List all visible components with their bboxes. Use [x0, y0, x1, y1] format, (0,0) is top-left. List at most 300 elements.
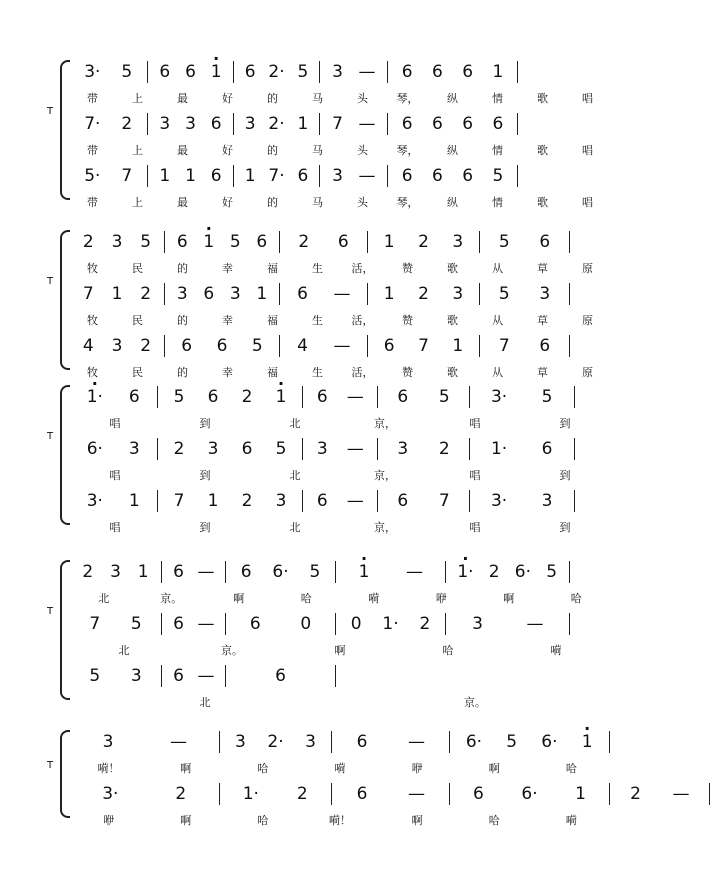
note: — — [170, 732, 187, 752]
note: 6 — [356, 784, 368, 804]
measure — [70, 665, 162, 687]
note: 2 — [82, 232, 94, 252]
lyric-syllable: 马 — [312, 196, 323, 209]
lyric-syllable: 幸 — [222, 366, 233, 379]
note: 6 — [539, 336, 551, 356]
note: — — [333, 336, 351, 356]
note: 3 — [185, 114, 196, 134]
staff — [70, 164, 610, 210]
measure — [368, 283, 480, 305]
note: 1· — [382, 614, 399, 634]
note: 6 — [275, 666, 286, 686]
lyric-syllable: 歌 — [537, 92, 548, 105]
lyric-syllable: 嗬！ — [97, 762, 120, 775]
lyrics-row — [70, 694, 610, 708]
note: 5 — [506, 732, 518, 752]
lyric-syllable: 歌 — [447, 262, 458, 275]
lyric-syllable: 北 — [98, 592, 110, 605]
note: 3 — [332, 166, 343, 186]
lyric-syllable: 活， — [351, 262, 374, 275]
note: 3 — [332, 62, 343, 82]
measure — [610, 783, 710, 805]
note: 2 — [140, 336, 152, 356]
measure — [280, 335, 368, 357]
lyric-syllable: 原 — [582, 262, 593, 275]
lyric-syllable: 哈 — [565, 762, 577, 775]
measure — [336, 613, 446, 635]
lyric-syllable: 唱 — [469, 469, 481, 482]
lyric-syllable: 哈 — [257, 762, 269, 775]
staff — [70, 612, 610, 658]
lyric-syllable: 嗬 — [550, 644, 562, 657]
measure — [70, 61, 148, 83]
note: 2· — [268, 114, 285, 134]
lyric-syllable: 民 — [132, 366, 143, 379]
note: 3 — [111, 232, 123, 252]
note: — — [358, 114, 376, 134]
lyric-syllable: 头 — [357, 196, 368, 209]
measure — [148, 165, 234, 187]
note: 2 — [241, 387, 253, 407]
measure — [165, 231, 280, 253]
note: 3 — [176, 284, 188, 304]
lyric-syllable: 啊 — [334, 644, 346, 657]
note: 6· — [86, 439, 103, 459]
system — [0, 230, 667, 386]
measure — [388, 113, 518, 135]
note: 6 — [541, 439, 553, 459]
note: — — [672, 784, 690, 804]
measure — [320, 61, 388, 83]
lyric-syllable: 啊 — [503, 592, 515, 605]
lyric-syllable: 哈 — [570, 592, 582, 605]
note: 6 — [316, 387, 328, 407]
note: 6 — [173, 614, 184, 634]
lyric-syllable: 赞 — [402, 314, 413, 327]
part-label: T — [47, 106, 54, 117]
measure — [70, 283, 165, 305]
note: 1 — [492, 62, 504, 82]
measure — [70, 386, 158, 408]
note: 2 — [82, 562, 94, 582]
measure — [70, 165, 148, 187]
note: 2 — [241, 491, 253, 511]
note: 6 — [244, 62, 256, 82]
note: — — [406, 562, 423, 582]
note: 6 — [431, 166, 443, 186]
notes-row — [70, 730, 610, 754]
note: 6 — [181, 336, 193, 356]
note: 6 — [297, 166, 309, 186]
note: 6 — [256, 232, 268, 252]
measure — [70, 113, 148, 135]
notes-row — [70, 230, 610, 254]
lyric-syllable: 京， — [374, 417, 396, 430]
note: 4 — [82, 336, 94, 356]
lyric-syllable: 啊 — [411, 814, 423, 827]
lyric-syllable: 嗬！ — [328, 814, 351, 827]
lyric-syllable: 唱 — [109, 521, 121, 534]
measure — [368, 335, 480, 357]
lyric-syllable: 的 — [177, 366, 188, 379]
measure — [450, 783, 610, 805]
note: 3 — [541, 491, 553, 511]
lyric-syllable: 北 — [289, 469, 301, 482]
note: 2 — [175, 784, 187, 804]
lyric-syllable: 的 — [177, 262, 188, 275]
note: 7 — [121, 166, 133, 186]
measure — [234, 61, 320, 83]
lyric-syllable: 草 — [537, 314, 548, 327]
note: 2 — [296, 784, 308, 804]
note: · 1 — [358, 562, 370, 582]
lyric-syllable: 带 — [87, 144, 98, 157]
measure — [450, 731, 610, 753]
note: 3 — [102, 732, 114, 752]
lyric-syllable: 琴， — [396, 92, 419, 105]
lyric-syllable: 从 — [492, 262, 503, 275]
lyric-syllable: 咿 — [103, 814, 115, 827]
lyric-syllable: 活， — [351, 366, 374, 379]
lyric-syllable: 唱 — [469, 521, 481, 534]
staff — [70, 112, 610, 158]
staff — [70, 782, 690, 828]
note: 6· — [514, 562, 532, 582]
measure — [70, 783, 220, 805]
measure — [234, 165, 320, 187]
note: 1 — [383, 232, 395, 252]
lyric-syllable: 唱 — [582, 92, 593, 105]
note: 5 — [89, 666, 101, 686]
staff — [70, 560, 610, 606]
lyrics-row — [70, 364, 610, 378]
lyrics-row — [70, 590, 610, 604]
measure — [378, 438, 470, 460]
note: 3 — [452, 232, 464, 252]
lyric-syllable: 啊 — [180, 814, 192, 827]
lyric-syllable: 京， — [374, 521, 396, 534]
notes-row — [70, 560, 610, 584]
measure — [470, 438, 575, 460]
note: 3 — [111, 336, 123, 356]
note: 6 — [207, 387, 219, 407]
part-label: T — [47, 606, 54, 617]
lyric-syllable: 情 — [492, 144, 503, 157]
staff — [70, 730, 610, 776]
note: 3 — [110, 562, 121, 582]
note: · 1 — [581, 732, 593, 752]
lyrics-row — [70, 194, 610, 208]
notes-row — [70, 282, 610, 306]
note: 7· — [84, 114, 101, 134]
lyric-syllable: 到 — [559, 417, 571, 430]
lyric-syllable: 的 — [267, 144, 278, 157]
staff — [70, 385, 610, 431]
note: 5 — [492, 166, 504, 186]
lyrics-row — [70, 760, 610, 774]
note: 6 — [297, 284, 308, 304]
system-brace — [60, 385, 70, 525]
note: 6 — [210, 114, 222, 134]
note: 3· — [490, 387, 508, 407]
note: 1 — [452, 336, 464, 356]
measure — [162, 613, 226, 635]
lyric-syllable: 牧 — [87, 314, 98, 327]
note: 3 — [207, 439, 219, 459]
part-label: T — [47, 276, 54, 287]
lyric-syllable: 咿 — [411, 762, 423, 775]
measure — [303, 386, 378, 408]
measure — [320, 165, 388, 187]
lyric-syllable: 的 — [267, 92, 278, 105]
note: 2· — [268, 62, 285, 82]
note: 1 — [256, 284, 268, 304]
note: 6 — [462, 114, 474, 134]
lyric-syllable: 原 — [582, 366, 593, 379]
lyric-syllable: 马 — [312, 144, 323, 157]
staff — [70, 437, 610, 483]
note: 1 — [297, 114, 309, 134]
note: 3· — [490, 491, 508, 511]
lyric-syllable: 从 — [492, 366, 503, 379]
part-label: T — [47, 760, 54, 771]
note: 2 — [173, 439, 185, 459]
note: — — [526, 614, 544, 634]
note: 6 — [462, 166, 474, 186]
notes-row — [70, 612, 610, 636]
part-label: T — [47, 431, 54, 442]
staff — [70, 334, 610, 380]
note: 6 — [176, 232, 188, 252]
note: 6 — [431, 62, 443, 82]
note: 7· — [268, 166, 285, 186]
note: 2 — [488, 562, 500, 582]
measure — [70, 490, 158, 512]
note: 3 — [397, 439, 409, 459]
note: 6 — [462, 62, 474, 82]
note: · 1 — [275, 387, 287, 407]
note: 1 — [185, 166, 196, 186]
note: 2 — [419, 614, 431, 634]
measure — [234, 113, 320, 135]
system — [0, 730, 690, 834]
lyric-syllable: 从 — [492, 314, 503, 327]
note: 6 — [316, 491, 328, 511]
note: 6 — [185, 62, 196, 82]
measure — [226, 613, 336, 635]
lyric-syllable: 到 — [559, 469, 571, 482]
note: 7 — [89, 614, 101, 634]
lyric-syllable: 幸 — [222, 262, 233, 275]
lyric-syllable: 带 — [87, 92, 98, 105]
note: — — [346, 491, 364, 511]
note: 6 — [128, 387, 140, 407]
measure — [368, 231, 480, 253]
note: — — [408, 732, 425, 752]
lyric-syllable: 哈 — [300, 592, 312, 605]
system — [0, 60, 667, 216]
staff — [70, 230, 610, 276]
lyric-syllable: 啊 — [233, 592, 245, 605]
lyric-syllable: 啊 — [180, 762, 192, 775]
note: — — [408, 784, 425, 804]
measure — [470, 490, 575, 512]
lyric-syllable: 歌 — [537, 196, 548, 209]
lyrics-row — [70, 519, 610, 533]
lyric-syllable: 唱 — [469, 417, 481, 430]
system-brace — [60, 560, 70, 700]
note: 3 — [305, 732, 316, 752]
notes-row — [70, 489, 610, 513]
system — [0, 385, 667, 541]
measure — [70, 335, 165, 357]
note: 1 — [137, 562, 149, 582]
lyric-syllable: 生 — [312, 366, 323, 379]
lyric-syllable: 嗬 — [368, 592, 380, 605]
measure — [378, 490, 470, 512]
measure — [70, 561, 162, 583]
notes-row — [70, 782, 690, 806]
lyric-syllable: 京。 — [221, 644, 243, 657]
note: 3 — [130, 666, 142, 686]
measure — [226, 561, 336, 583]
note: 6 — [173, 666, 184, 686]
lyrics-row — [70, 142, 610, 156]
lyric-syllable: 福 — [267, 262, 278, 275]
system-brace — [60, 60, 70, 200]
note: 6· — [272, 562, 289, 582]
note: 6 — [241, 439, 253, 459]
note: 6· — [465, 732, 483, 752]
measure — [446, 561, 570, 583]
note: 6 — [397, 387, 409, 407]
note: 7 — [438, 491, 450, 511]
measure — [158, 386, 303, 408]
note: 6 — [173, 562, 184, 582]
note: 1 — [383, 284, 395, 304]
note: 1 — [128, 491, 140, 511]
measure — [220, 783, 332, 805]
lyrics-row — [70, 812, 610, 826]
note: 0 — [300, 614, 312, 634]
note: 3· — [84, 62, 101, 82]
notes-row — [70, 60, 610, 84]
notes-row — [70, 164, 610, 188]
lyric-syllable: 最 — [177, 92, 188, 105]
measure — [162, 561, 226, 583]
note: 6 — [249, 614, 261, 634]
note: 5 — [297, 62, 309, 82]
note: — — [197, 562, 215, 582]
note: 5 — [251, 336, 263, 356]
lyric-syllable: 唱 — [109, 417, 121, 430]
note: 6 — [431, 114, 443, 134]
measure — [165, 283, 280, 305]
note: 6 — [397, 491, 409, 511]
note: 6 — [401, 114, 413, 134]
note: 3 — [472, 614, 483, 634]
note: 5 — [140, 232, 152, 252]
lyric-syllable: 纵 — [447, 92, 458, 105]
note: 2 — [121, 114, 133, 134]
lyric-syllable: 咿 — [435, 592, 447, 605]
measure — [280, 231, 368, 253]
system-brace — [60, 230, 70, 370]
lyric-syllable: 嗬 — [565, 814, 577, 827]
measure — [320, 113, 388, 135]
measure — [480, 283, 570, 305]
measure — [303, 490, 378, 512]
lyric-syllable: 上 — [132, 196, 143, 209]
lyric-syllable: 琴， — [396, 144, 419, 157]
lyric-syllable: 头 — [357, 144, 368, 157]
lyric-syllable: 唱 — [582, 196, 593, 209]
measure — [70, 438, 158, 460]
lyric-syllable: 原 — [582, 314, 593, 327]
system — [0, 560, 667, 716]
note: — — [346, 439, 364, 459]
lyric-syllable: 琴， — [396, 196, 419, 209]
note: 5· — [84, 166, 101, 186]
note: — — [333, 284, 351, 304]
note: 6 — [539, 232, 551, 252]
notes-row — [70, 112, 610, 136]
note: 3· — [102, 784, 119, 804]
lyrics-row — [70, 467, 610, 481]
note: 5 — [130, 614, 142, 634]
lyric-syllable: 头 — [357, 92, 368, 105]
note: 5 — [121, 62, 133, 82]
measure — [158, 438, 303, 460]
lyric-syllable: 哈 — [488, 814, 500, 827]
note: 7 — [418, 336, 429, 356]
note: · 1· — [87, 387, 103, 407]
note: 5 — [541, 387, 553, 407]
measure — [388, 61, 518, 83]
lyric-syllable: 京。 — [464, 696, 486, 709]
lyric-syllable: 京。 — [160, 592, 183, 605]
note: 6 — [383, 336, 395, 356]
lyric-syllable: 马 — [312, 92, 323, 105]
lyric-syllable: 嗬 — [334, 762, 346, 775]
note: 6 — [337, 232, 349, 252]
lyric-syllable: 哈 — [442, 644, 454, 657]
measure — [165, 335, 280, 357]
note: 7 — [173, 491, 185, 511]
note: 5 — [173, 387, 185, 407]
lyric-syllable: 上 — [132, 144, 143, 157]
note: 3· — [86, 491, 103, 511]
note: 2 — [418, 284, 429, 304]
staff — [70, 60, 610, 106]
note: 2 — [140, 284, 152, 304]
measure — [332, 731, 450, 753]
measure — [162, 665, 226, 687]
lyric-syllable: 哈 — [257, 814, 269, 827]
system-brace — [60, 730, 70, 818]
lyric-syllable: 京， — [374, 469, 396, 482]
lyric-syllable: 北 — [289, 417, 301, 430]
note: 7 — [82, 284, 94, 304]
note: 1 — [575, 784, 586, 804]
note: 0 — [350, 614, 362, 634]
measure — [388, 165, 518, 187]
lyric-syllable: 情 — [492, 92, 503, 105]
measure — [148, 113, 234, 135]
lyric-syllable: 好 — [222, 196, 233, 209]
lyric-syllable: 赞 — [402, 262, 413, 275]
lyric-syllable: 的 — [177, 314, 188, 327]
